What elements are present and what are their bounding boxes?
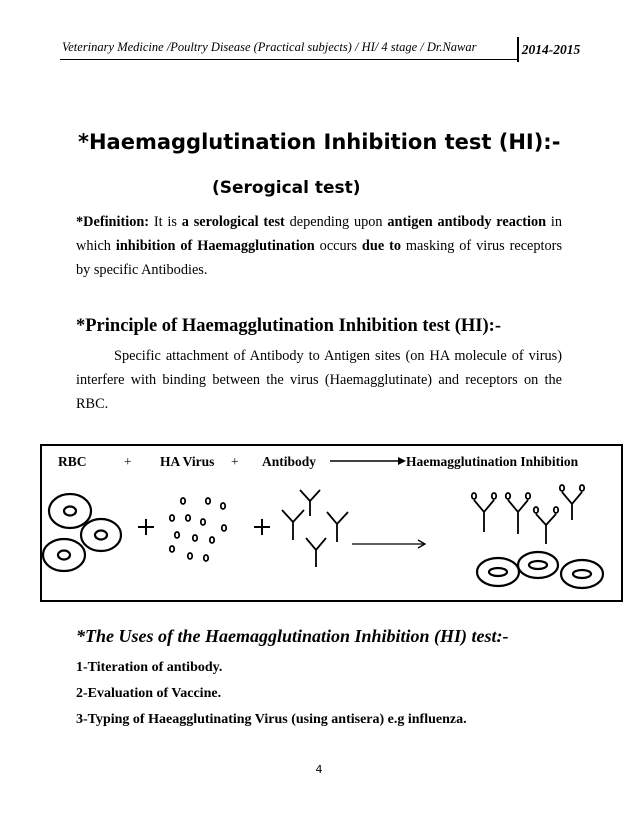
virus-particle [222,525,226,531]
virus-particle [492,493,496,499]
virus-particle [170,515,174,521]
antibody [282,510,304,540]
page-title: *Haemagglutination Inhibition test (HI):- [78,130,561,154]
rbc-cell [529,561,547,569]
definition-emphasis: inhibition of Haemagglutination [115,238,315,254]
principle-paragraph: Specific attachment of Antibody to Antigen sites (on HA molecule of virus) interfere with binding between the virus (Haemagglutinate) and receptors on the RBC. [76,348,562,412]
uses-heading: *The Uses of the Haemagglutination Inhibition (HI) test:- [76,626,509,646]
virus-particle [188,553,192,559]
virus-particle [534,507,538,513]
virus-particle [472,493,476,499]
definition-text: depending upon [284,214,388,230]
virus-particle [186,515,190,521]
rbc-cells [43,494,121,571]
definition-emphasis: antigen antibody reaction [387,214,547,230]
rbc-cell [95,531,107,540]
rbc-cell [81,519,121,551]
rbc-cell [64,507,76,516]
rbc-cell [573,570,591,578]
process-arrow-icon [352,540,425,548]
page-number: 4 [315,763,323,776]
diagram-label-result: Haemagglutination Inhibition [406,454,579,469]
rbc-cell [49,494,91,528]
virus-particle [206,498,210,504]
antibody [536,514,556,544]
rbc-cell [518,552,558,578]
virus-particle [221,503,225,509]
running-header: Veterinary Medicine /Poultry Disease (Practical subjects) / HI/ 4 stage / Dr.Nawar [62,40,477,54]
antibody-virus-complex [472,485,584,544]
diagram-label-antibody: Antibody [262,454,317,469]
rbc-cell [561,560,603,588]
ha-virus-particles [170,498,226,561]
diagram-plus-2: + [231,454,239,469]
diagram-label-rbc: RBC [58,454,87,469]
rbc-cell [43,539,85,571]
virus-particle [201,519,205,525]
definition-text: in which [76,214,562,254]
virus-particle [580,485,584,491]
antibody [508,500,528,534]
uses-item: 1-Titeration of antibody. [76,660,223,675]
header-year-box: 2014-2015 [517,37,583,62]
virus-particle [506,493,510,499]
definition-emphasis: a serological test [181,214,285,230]
antibody [327,512,348,542]
free-rbc-cells [477,552,603,588]
uses-item: 3-Typing of Haeagglutinating Virus (using antisera) e.g influenza. [76,712,467,727]
definition-label: *Definition: [76,214,150,230]
virus-particle [554,507,558,513]
virus-particle [560,485,564,491]
definition-text: It is [149,214,182,230]
virus-particle [175,532,179,538]
rbc-cell [58,551,70,560]
virus-particle [210,537,214,543]
virus-particle [204,555,208,561]
definition-emphasis: due to [361,238,401,254]
rbc-cell [489,568,507,576]
diagram-plus-1: + [124,454,132,469]
antibody [562,492,582,520]
antibody [306,538,326,567]
virus-particle [181,498,185,504]
virus-particle [170,546,174,552]
virus-particle [193,535,197,541]
definition-text: occurs [314,238,362,254]
rbc-cell [477,558,519,586]
right-arrow-icon [330,457,406,465]
principle-heading: *Principle of Haemagglutination Inhibition test (HI):- [76,316,501,336]
plus-icon [138,519,270,535]
uses-item: 2-Evaluation of Vaccine. [76,686,222,701]
diagram-label-ha-virus: HA Virus [160,454,215,469]
page-subtitle: (Serogical test) [212,178,361,198]
antibody [474,500,494,532]
antibody-molecules [282,490,348,567]
virus-particle [526,493,530,499]
definition-text: masking of virus receptors by specific Antibodies. [76,238,563,278]
